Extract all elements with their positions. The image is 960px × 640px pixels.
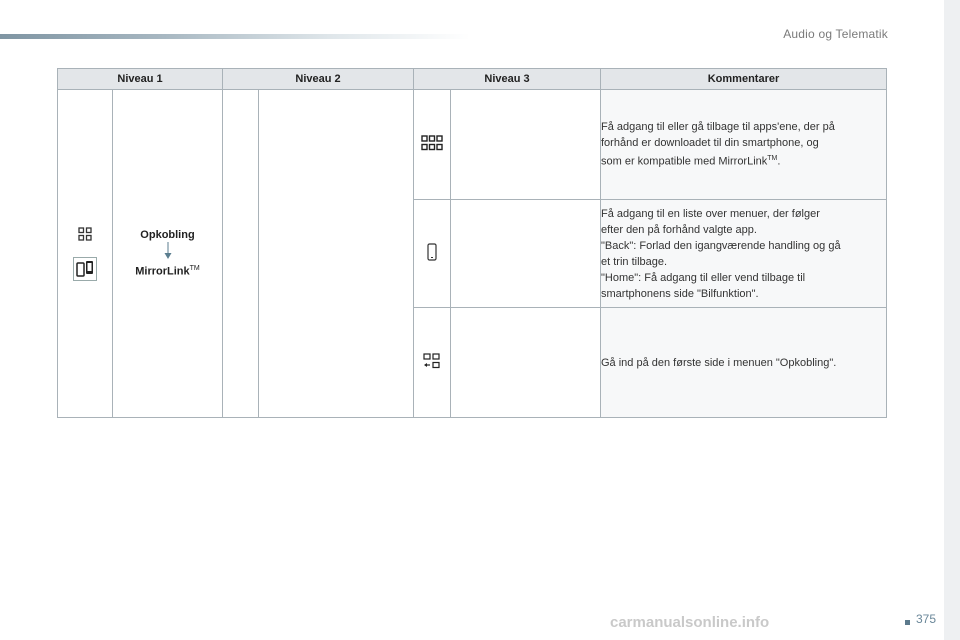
table-header-row	[58, 69, 887, 90]
grid-icon	[78, 227, 92, 241]
level3-label-cell	[451, 308, 601, 418]
header-niveau-1: Niveau 1	[58, 69, 223, 90]
comment-cell	[601, 90, 887, 200]
page-edge-strip	[944, 0, 960, 640]
smartphone-icon	[427, 243, 437, 261]
level2-label-cell	[259, 90, 414, 418]
comment-cell	[601, 200, 887, 308]
back-to-menu-icon	[423, 353, 441, 369]
comment-cell	[601, 308, 887, 418]
comment-line: smartphonens side "Bilfunktion".	[601, 287, 759, 300]
mirrorlink-icon	[73, 257, 97, 281]
comment-line: forhånd er downloadet til din smartphone, og	[601, 137, 819, 150]
level3-label-cell	[451, 200, 601, 308]
level3-icon-cell	[414, 200, 451, 308]
menu-table	[57, 68, 887, 418]
header-niveau-2: Niveau 2	[223, 69, 414, 90]
mirrorlink-label: MirrorLink™	[135, 265, 200, 278]
watermark: carmanualsonline.info	[610, 614, 770, 631]
level3-icon-cell	[414, 90, 451, 200]
apps-grid-icon	[421, 135, 443, 151]
comment-line: "Home": Få adgang til eller vend tilbage til	[601, 271, 806, 284]
level2-icon-cell	[223, 90, 259, 418]
section-title: Audio og Telematik	[783, 27, 888, 41]
comment-line: som er kompatible med MirrorLink™.	[601, 155, 781, 168]
comment-line: "Back": Forlad den igangværende handling og gå	[601, 239, 841, 252]
level1-icon-cell	[58, 90, 113, 418]
level3-label-cell	[451, 90, 601, 200]
comment-line: Gå ind på den første side i menuen "Opkobling".	[601, 356, 837, 369]
arrow-down-icon	[164, 242, 172, 260]
header-niveau-3: Niveau 3	[414, 69, 601, 90]
level3-icon-cell	[414, 308, 451, 418]
page-number: 375	[915, 612, 936, 626]
opkobling-label: Opkobling	[140, 229, 195, 242]
level1-label-cell	[113, 90, 223, 418]
page-marker	[905, 620, 910, 625]
header-kommentarer: Kommentarer	[601, 69, 887, 90]
table-row	[58, 90, 887, 200]
comment-line: Få adgang til en liste over menuer, der følger	[601, 207, 820, 220]
comment-line: efter den på forhånd valgte app.	[601, 223, 757, 236]
comment-line: Få adgang til eller gå tilbage til apps'ene, der på	[601, 121, 835, 134]
comment-line: et trin tilbage.	[601, 255, 668, 268]
top-accent-bar	[0, 34, 470, 39]
